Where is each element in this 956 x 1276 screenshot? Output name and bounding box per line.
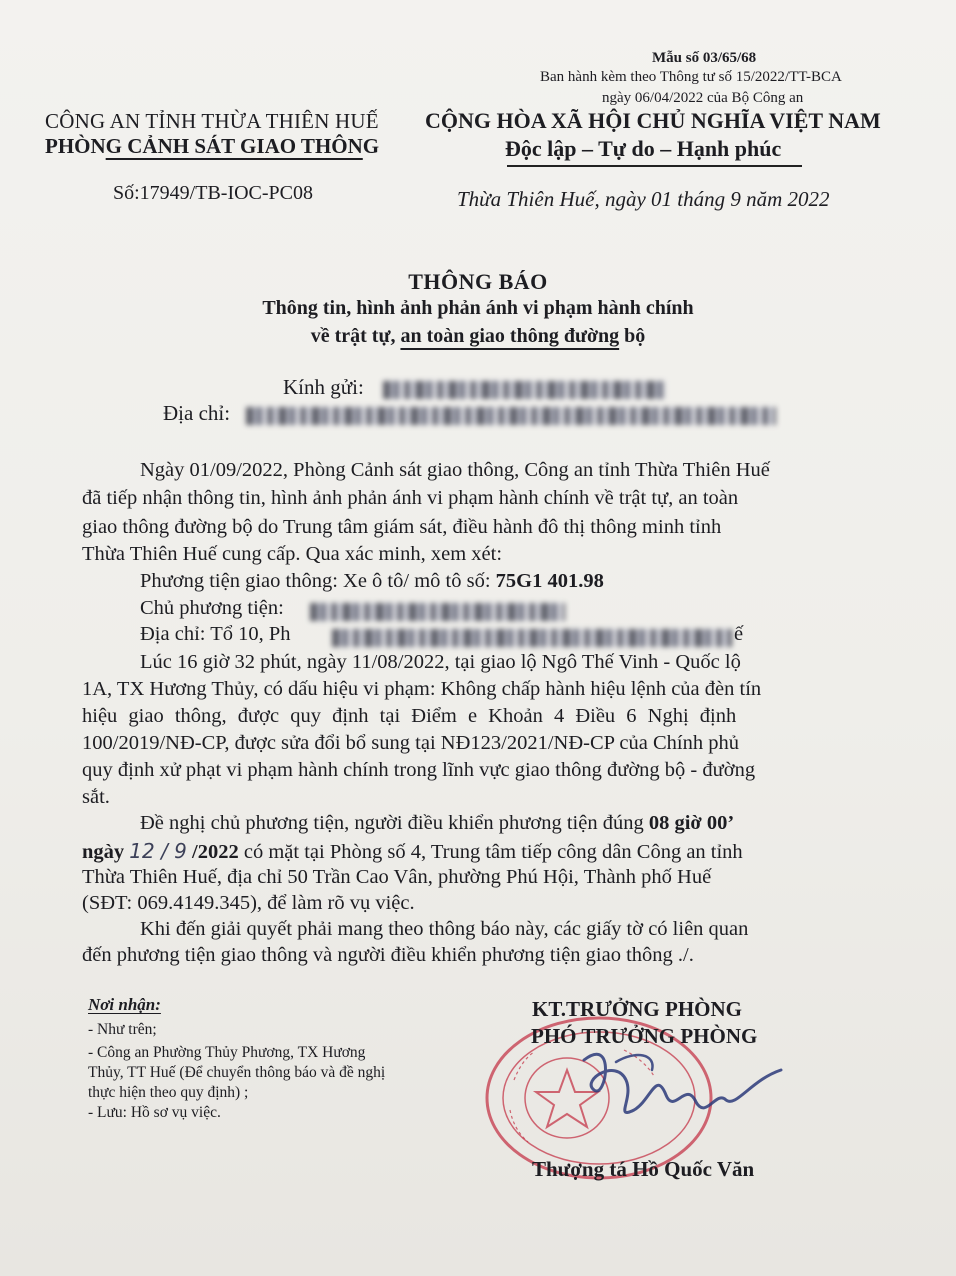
p2-line3: hiệu giao thông, được quy định tại Điểm e Khoản 4 Điều 6 Nghị định <box>82 705 737 727</box>
document-number: Số:17949/TB-IOC-PC08 <box>113 182 314 204</box>
redacted-owner <box>310 603 565 621</box>
form-issued-date: ngày 06/04/2022 của Bộ Công an <box>602 90 804 106</box>
p2-line2: 1A, TX Hương Thủy, có dấu hiệu vi phạm: Không chấp hành hiệu lệnh của đèn tín <box>82 678 762 700</box>
recipient-2-line2: Thủy, TT Huế (Để chuyển thông báo và đề nghị <box>88 1064 386 1081</box>
p3-line1: Đề nghị chủ phương tiện, người điều khiển phương tiện đúng 08 giờ 00’ <box>140 812 735 834</box>
redacted-owner-address <box>332 629 732 647</box>
p1-line3: giao thông đường bộ do Trung tâm giám sát, điều hành đô thị thông minh tỉnh <box>82 516 722 538</box>
p1-line4: Thừa Thiên Huế cung cấp. Qua xác minh, xem xét: <box>82 543 503 565</box>
p4-line1: Khi đến giải quyết phải mang theo thông báo này, các giấy tờ có liên quan <box>140 918 749 940</box>
p3-line3: Thừa Thiên Huế, địa chỉ 50 Trần Cao Vân, phường Phú Hội, Thành phố Huế <box>82 866 712 888</box>
owner-label: Chủ phương tiện: <box>140 597 284 619</box>
signature-on-behalf: KT.TRƯỞNG PHÒNG <box>532 997 742 1021</box>
redacted-address <box>246 407 776 425</box>
recipient-2-line3: thực hiện theo quy định) ; <box>88 1084 249 1101</box>
license-plate: 75G1 401.98 <box>495 570 604 592</box>
recipient-1: - Như trên; <box>88 1021 157 1038</box>
owner-address-tail: ế <box>734 623 744 645</box>
signature-position: PHÓ TRƯỞNG PHÒNG <box>531 1024 758 1048</box>
redacted-name <box>383 381 665 399</box>
agency-parent: CÔNG AN TỈNH THỪA THIÊN HUẾ <box>45 109 379 133</box>
p2-line4: 100/2019/NĐ-CP, được sửa đổi bổ sung tại NĐ123/2021/NĐ-CP của Chính phủ <box>82 732 739 754</box>
nation-motto: Độc lập – Tự do – Hạnh phúc <box>505 136 782 161</box>
p2-line5: quy định xử phạt vi phạm hành chính trong lĩnh vực giao thông đường bộ - đường <box>82 759 756 781</box>
agency-department: PHÒNG CẢNH SÁT GIAO THÔNG <box>45 134 380 158</box>
notice-title: THÔNG BÁO <box>408 269 548 294</box>
p1-line1: Ngày 01/09/2022, Phòng Cảnh sát giao thông, Công an tỉnh Thừa Thiên Huế <box>140 459 770 481</box>
p2-line6: sắt. <box>82 786 110 808</box>
p1-line2: đã tiếp nhận thông tin, hình ảnh phản ánh vi phạm hành chính về trật tự, an toàn <box>82 487 739 509</box>
signer-name: Thượng tá Hồ Quốc Văn <box>532 1157 755 1181</box>
form-number: Mẫu số 03/65/68 <box>652 50 757 66</box>
nation-name: CỘNG HÒA XÃ HỘI CHỦ NGHĨA VIỆT NAM <box>425 108 881 133</box>
motto-underline <box>507 165 802 167</box>
notice-subtitle-1: Thông tin, hình ảnh phản ánh vi phạm hành chính <box>262 297 694 319</box>
notice-subtitle-2: về trật tự, an toàn giao thông đường bộ <box>310 325 646 347</box>
p3-line4: (SĐT: 069.4149.345), để làm rõ vụ việc. <box>82 892 415 914</box>
owner-address-label: Địa chỉ: Tổ 10, Ph <box>140 623 291 645</box>
recipient-3: - Lưu: Hồ sơ vụ việc. <box>88 1104 221 1121</box>
handwritten-signature <box>556 1040 786 1130</box>
form-issued-with: Ban hành kèm theo Thông tư số 15/2022/TT-BCA <box>540 69 842 85</box>
recipient-2-line1: - Công an Phường Thủy Phương, TX Hương <box>88 1044 366 1061</box>
place-date: Thừa Thiên Huế, ngày 01 tháng 9 năm 2022 <box>457 187 830 211</box>
handwritten-date: 12 / 9 <box>129 839 187 863</box>
p3-line2: ngày 12 / 9 /2022 có mặt tại Phòng số 4, Trung tâm tiếp công dân Công an tỉnh <box>82 839 743 863</box>
p4-line2: đến phương tiện giao thông và người điều khiển phương tiện giao thông ./. <box>82 944 694 966</box>
to-label: Kính gửi: <box>283 375 364 399</box>
vehicle-line: Phương tiện giao thông: Xe ô tô/ mô tô số: 75G1 401.98 <box>140 570 604 592</box>
recipients-heading: Nơi nhận: <box>88 995 161 1014</box>
p2-line1: Lúc 16 giờ 32 phút, ngày 11/08/2022, tại giao lộ Ngô Thế Vinh - Quốc lộ <box>140 651 741 673</box>
address-label: Địa chỉ: <box>163 401 231 425</box>
